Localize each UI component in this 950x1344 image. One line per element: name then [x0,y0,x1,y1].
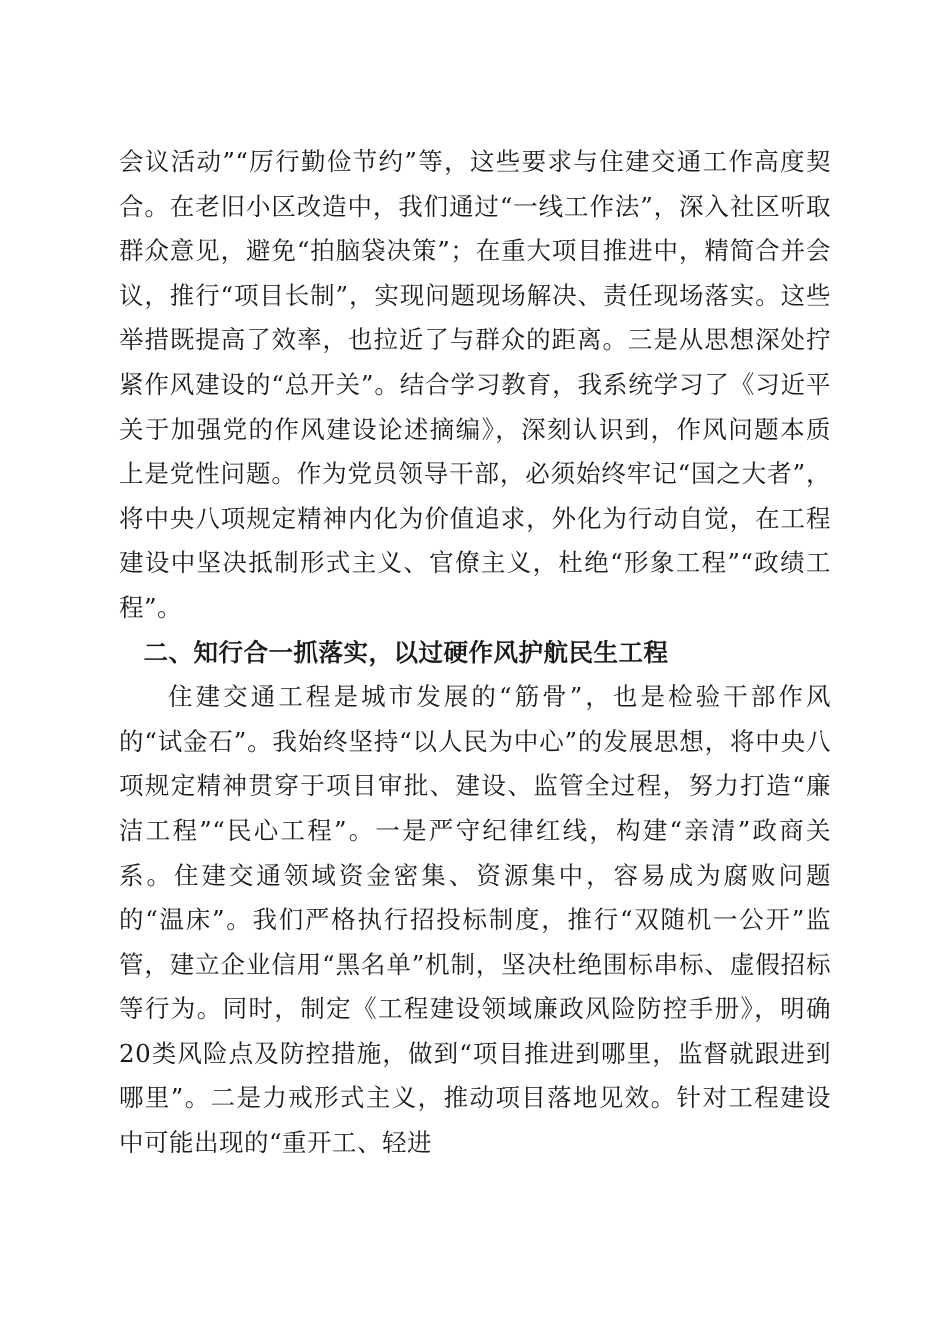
section-heading: 二、知行合一抓落实，以过硬作风护航民生工程 [143,637,669,667]
body-paragraph-continued: 会议活动”“厉行勤俭节约”等，这些要求与住建交通工作高度契合。在老旧小区改造中，我们通过“一线工作法”，深入社区听取群众意见，避免“拍脑袋决策”；在重大项目推进中，精简合并会议，推行“项目长制”，实现问题现场解决、责任现场落实。这些举措既提高了效率，也拉近了与群众的距离。三是从思想深处拧紧作风建设的“总开关”。结合学习教育，我系统学习了《习近平关于加强党的作风建设论述摘编》，深刻认识到，作风问题本质上是党性问题。作为党员领导干部，必须始终牢记“国之大者”，将中央八项规定精神内化为价值追求，外化为行动自觉，在工程建设中坚决抵制形式主义、官僚主义，杜绝“形象工程”“政绩工程”。 [119,147,831,622]
document-body [119,140,831,1166]
body-paragraph: 住建交通工程是城市发展的“筋骨”，也是检验干部作风的“试金石”。我始终坚持“以人民为中心”的发展思想，将中央八项规定精神贯穿于项目审批、建设、监管全过程，努力打造“廉洁工程”“民心工程”。一是严守纪律红线，构建“亲清”政商关系。住建交通领域资金密集、资源集中，容易成为腐败问题的“温床”。我们严格执行招投标制度，推行“双随机一公开”监管，建立企业信用“黑名单”机制，坚决杜绝围标串标、虚假招标等行为。同时，制定《工程建设领域廉政风险防控手册》，明确20类风险点及防控措施，做到“项目推进到哪里，监督就跟进到哪里”。二是力戒形式主义，推动项目落地见效。针对工程建设中可能出现的“重开工、轻进 [119,682,831,1158]
